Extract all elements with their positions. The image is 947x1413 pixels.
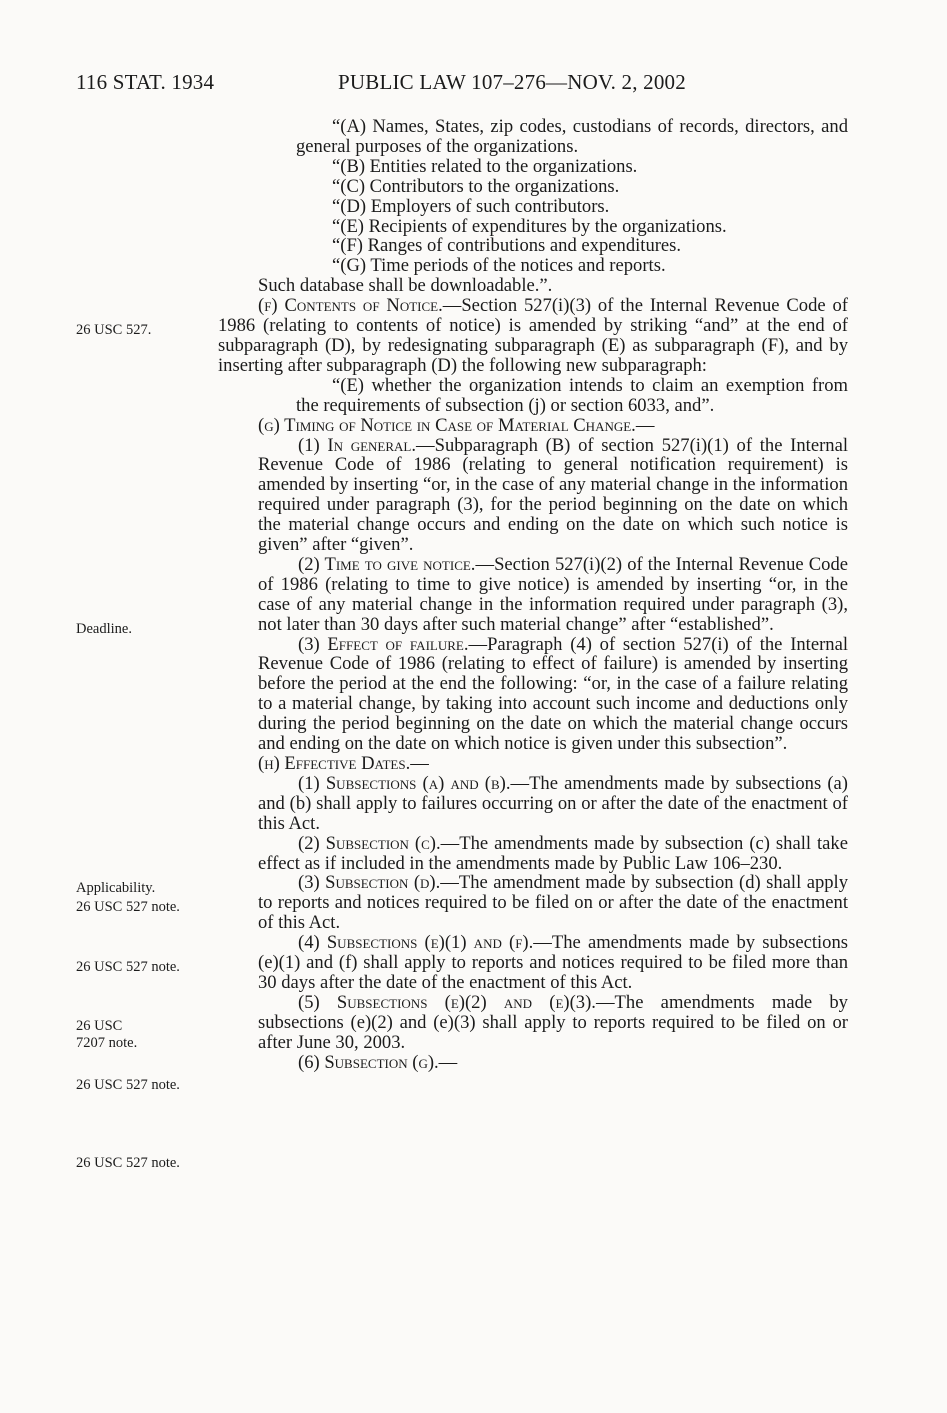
paragraph-text: —Section 527(i)(2) of the Internal Revenue Code of 1986 (relating to time to give notice) is amended by inserting “or, in the case of any material change in the information required under paragraph (3), not later than 30 days after such material change” after “established”. [258, 553, 848, 635]
running-head: PUBLIC LAW 107–276—NOV. 2, 2002 [338, 70, 686, 94]
margin-note: 26 USC 527 note. [76, 959, 180, 975]
paragraph-text: —Subparagraph (B) of section 527(i)(1) of the Internal Revenue Code of 1986 (relating to general notification requirement) is amended by inserting “or, in the case of any material change in the information required under paragraph (3), for the period beginning on the date on which the material change occurs and ending on the date on which such notice is given” after “given”. [258, 434, 848, 556]
stat-page-reference: 116 STAT. 1934 [76, 70, 215, 94]
paragraph-heading: (4) Subsections (e)(1) and (f). [298, 932, 534, 954]
margin-note: 26 USC 527 note. [76, 1155, 180, 1171]
paragraph-h4 [218, 933, 848, 993]
paragraph-h5 [218, 993, 848, 1053]
paragraph-heading: (5) Subsections (e)(2) and (e)(3). [298, 991, 596, 1013]
paragraph-heading: (2) Time to give notice. [298, 553, 476, 575]
list-item: “(E) Recipients of expenditures by the organizations. [332, 215, 727, 237]
paragraph-g3 [218, 635, 848, 754]
paragraph-heading: (3) Effect of failure. [298, 633, 469, 655]
paragraph: Such database shall be downloadable.”. [258, 275, 553, 297]
section-text: —Section 527(i)(3) of the Internal Revenue Code of 1986 (relating to contents of notice) is amended by striking “and” at the end of subparagraph (D), by redesignating subparagraph (E) as subparagraph (F), and by inserting after subparagraph (D) the following new subparagraph: [218, 295, 848, 376]
paragraph-heading: (1) Subsections (a) and (b). [298, 772, 511, 794]
margin-note: 26 USC 527 note. [76, 1077, 180, 1093]
margin-note: 26 USC 527 note. [76, 899, 180, 915]
paragraph-h1 [218, 774, 848, 834]
paragraph-heading: (2) Subsection (c). [298, 832, 441, 854]
paragraph-text: —The amendments made by subsections (e)(1) and (f) shall apply to reports and notices required to be filed more than 30 days after the date of the enactment of this Act. [258, 932, 848, 993]
list-item: “(G) Time periods of the notices and reports. [332, 255, 666, 277]
paragraph-heading: (3) Subsection (d). [298, 872, 441, 894]
section-heading: (f) Contents of Notice. [258, 295, 443, 317]
statute-text [218, 117, 848, 1073]
quoted-subparagraph: “(E) whether the organization intends to claim an exemption from the requirements of subsection (j) or section 6033, and”. [296, 374, 848, 416]
paragraph-g2 [218, 555, 848, 635]
margin-note: 26 USC 7207 note. [76, 1018, 138, 1051]
subsection-f [218, 296, 848, 376]
paragraph-text: —The amendment made by subsection (d) shall apply to reports and notices required to be filed on or after the date of the enactment of this Act. [258, 872, 849, 934]
list-item: “(B) Entities related to the organizations. [332, 155, 638, 177]
section-heading: (g) Timing of Notice in Case of Material Change.— [258, 414, 655, 436]
margin-note: Applicability. [76, 880, 156, 896]
list-item: “(C) Contributors to the organizations. [332, 175, 620, 197]
margin-note: Deadline. [76, 621, 132, 637]
list-item: “(A) Names, States, zip codes, custodians of records, directors, and general purposes of the organizations. [296, 116, 848, 157]
margin-note: 26 USC 527. [76, 322, 152, 338]
paragraph-text: —Paragraph (4) of section 527(i) of the Internal Revenue Code of 1986 (relating to effect of failure) is amended by inserting before the period at the end the following: “or, in the case of a failure relating to a material change, by taking into account such income and deductions only during the period beginning on the date on which the material change occurs and ending on the date on which notice is given under this subsection”. [258, 633, 849, 755]
paragraph-h3 [218, 873, 848, 933]
paragraph-h2 [218, 834, 848, 874]
list-item: “(F) Ranges of contributions and expenditures. [332, 235, 682, 257]
list-item: “(D) Employers of such contributors. [332, 195, 610, 217]
paragraph-heading: (1) In general. [298, 434, 417, 456]
paragraph-text: —The amendments made by subsections (e)(2) and (e)(3) shall apply to reports required to be filed on or after June 30, 2003. [258, 991, 848, 1053]
paragraph-text: —The amendments made by subsection (c) shall take effect as if included in the amendments made by Public Law 106–230. [258, 832, 848, 874]
paragraph-g1 [218, 436, 848, 555]
paragraph-text: —The amendments made by subsections (a) and (b) shall apply to failures occurring on or after the date of the enactment of this Act. [258, 772, 848, 834]
section-heading: (h) Effective Dates.— [258, 753, 429, 774]
paragraph-heading: (6) Subsection (g).— [298, 1051, 458, 1073]
